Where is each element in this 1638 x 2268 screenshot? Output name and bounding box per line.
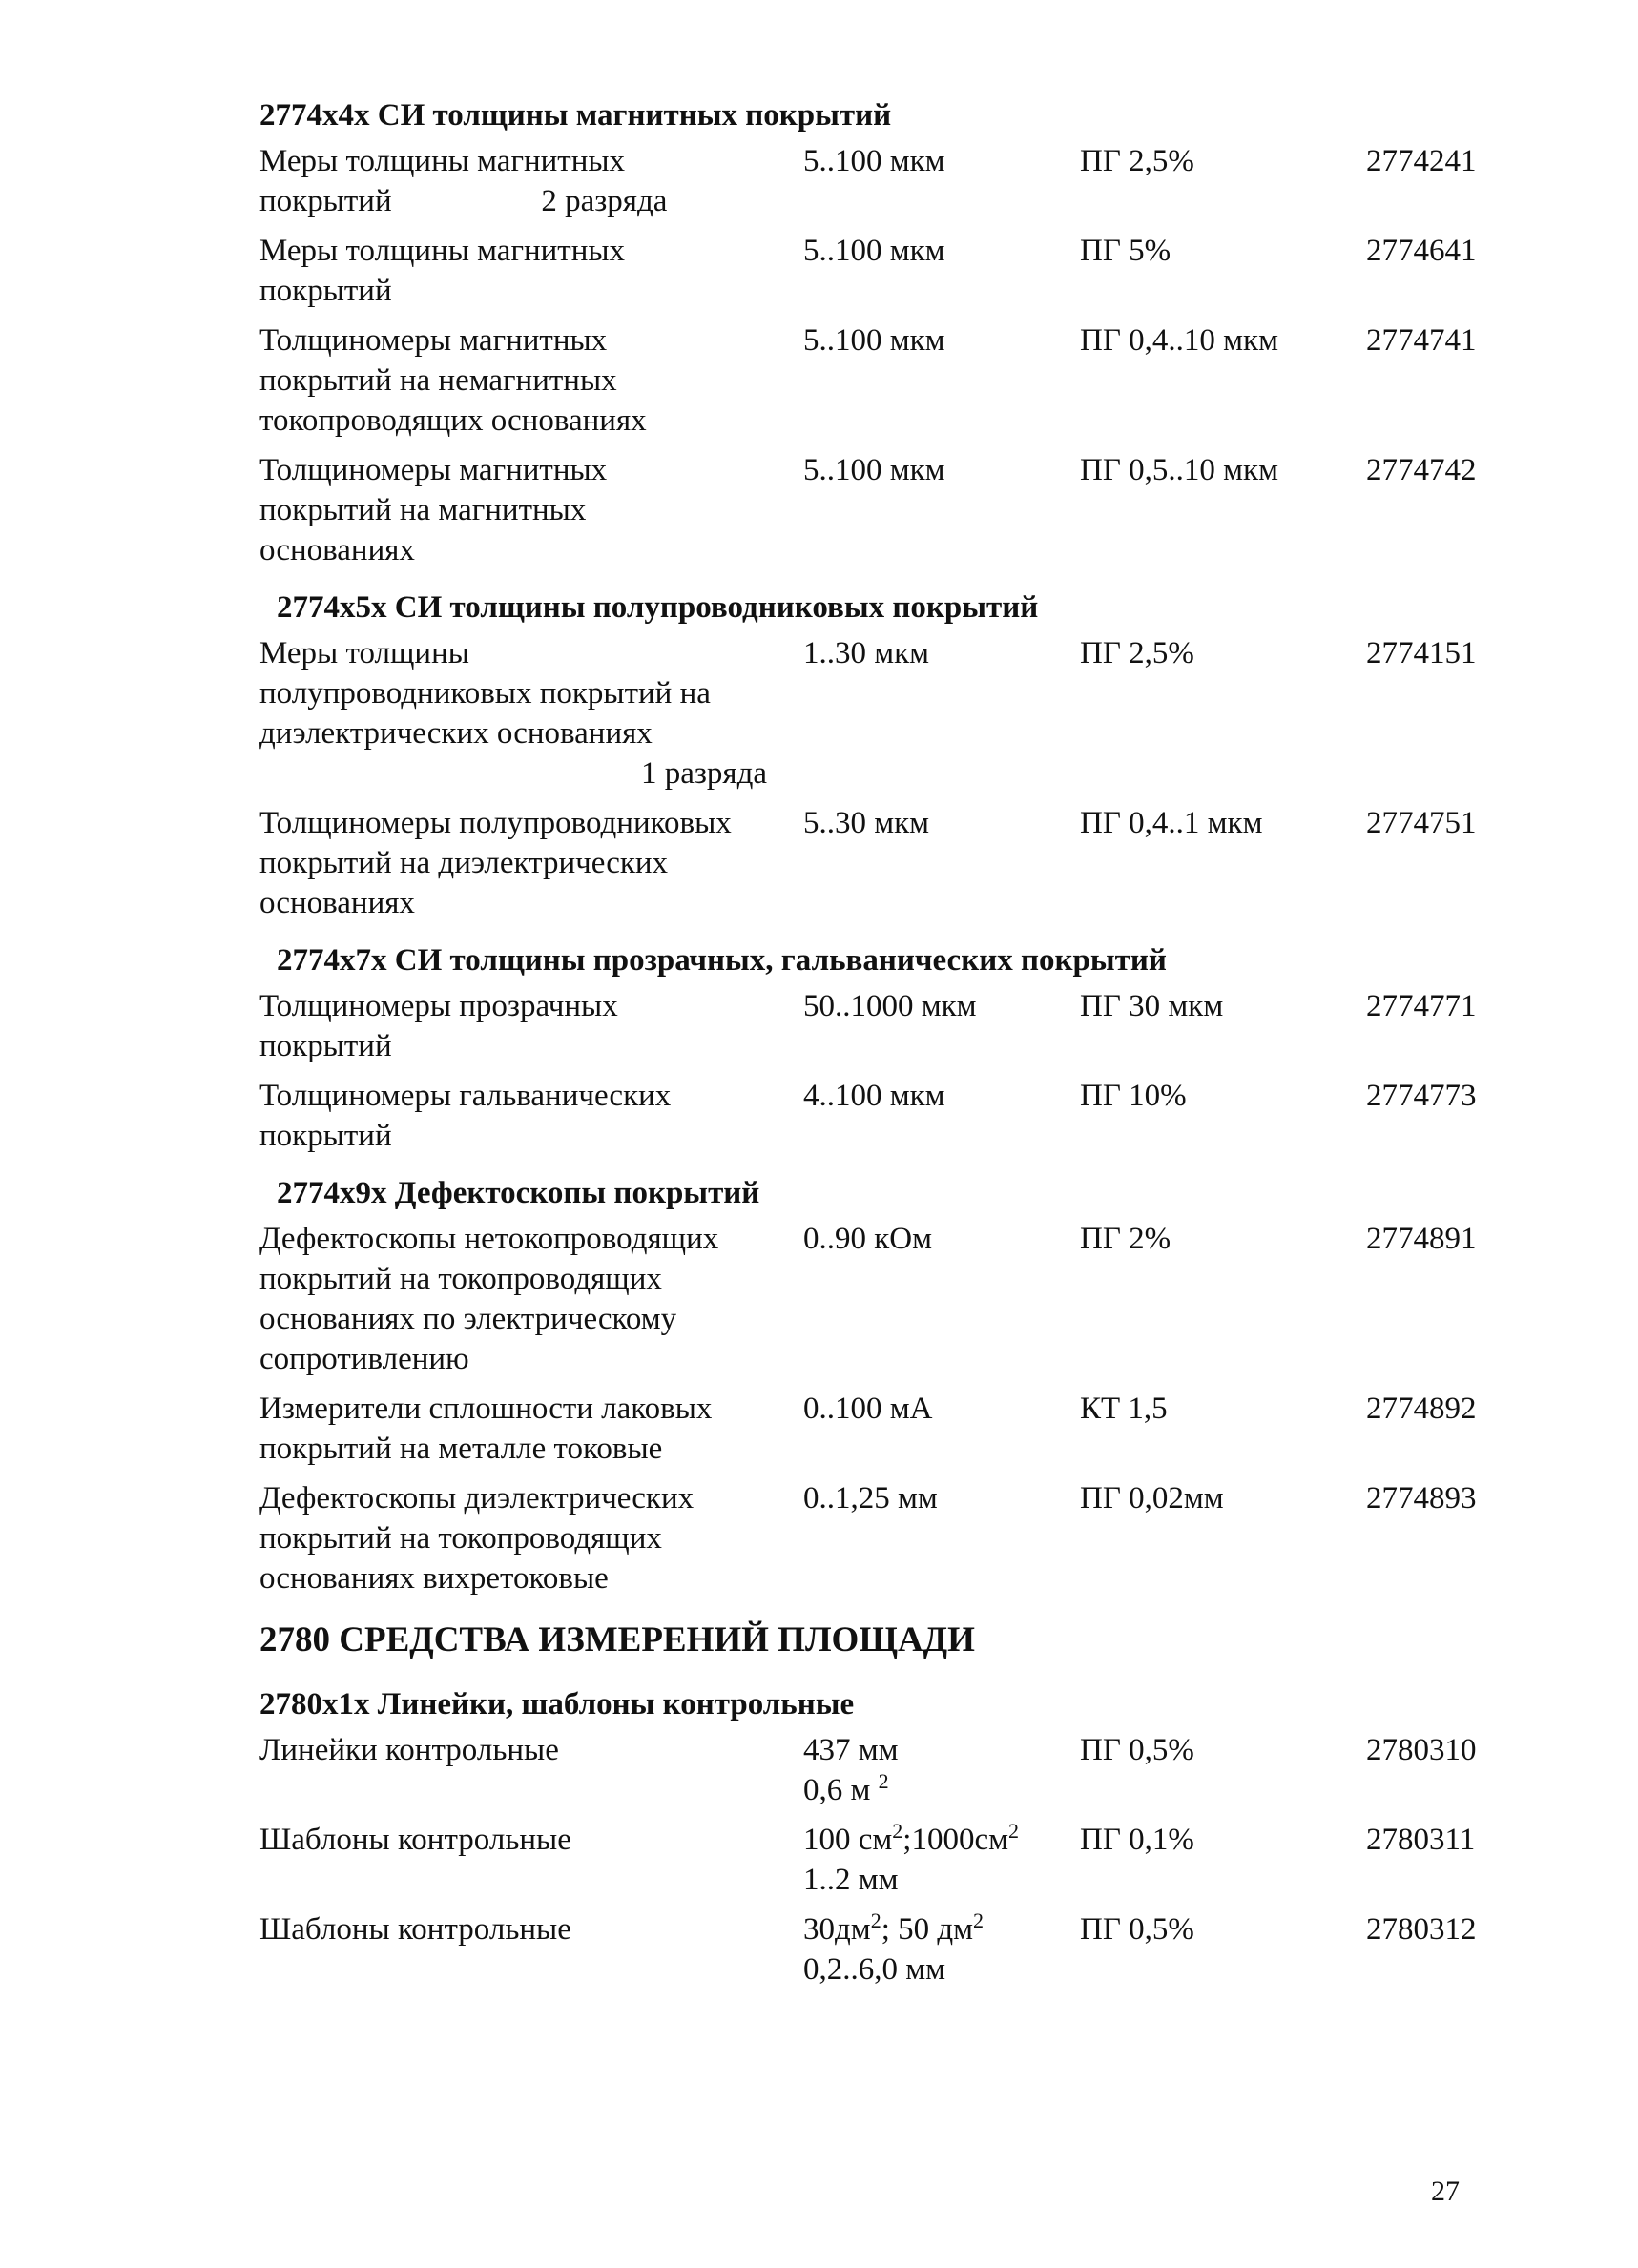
section-heading: 2774х7х СИ толщины прозрачных, гальванических покрытий — [277, 943, 1167, 978]
item-name-line: покрытий на немагнитных — [259, 363, 617, 398]
range-text: 30дм — [803, 1912, 871, 1947]
range-text: ;1000см — [902, 1823, 1008, 1857]
group-heading: 2780 СРЕДСТВА ИЗМЕРЕНИЙ ПЛОЩАДИ — [259, 1620, 975, 1660]
item-code: 2780310 — [1366, 1733, 1477, 1767]
table-row — [259, 986, 1500, 1066]
item-accuracy: ПГ 10% — [1080, 1079, 1187, 1113]
range-line: 437 мм — [803, 1733, 899, 1767]
item-range: 1..30 мкм — [803, 636, 930, 670]
item-name — [259, 320, 803, 441]
range-text: 0,6 м — [803, 1773, 871, 1807]
item-range: 4..100 мкм — [803, 1079, 945, 1113]
item-name-line: Меры толщины — [259, 636, 469, 670]
item-name — [259, 633, 803, 794]
item-name-line: покрытий на металле токовые — [259, 1432, 663, 1466]
item-accuracy: ПГ 30 мкм — [1080, 989, 1224, 1023]
item-name-line: Толщиномеры магнитных — [259, 323, 608, 358]
item-range: 5..30 мкм — [803, 806, 930, 840]
item-name — [259, 1478, 803, 1598]
section-heading: 2774х5х СИ толщины полупроводниковых покрытий — [277, 590, 1039, 625]
item-range: 5..100 мкм — [803, 323, 945, 358]
item-name: Шаблоны контрольные — [259, 1823, 571, 1857]
table-row — [259, 633, 1500, 794]
item-name-line: Дефектоскопы нетокопроводящих — [259, 1222, 719, 1256]
item-range: 5..100 мкм — [803, 144, 945, 178]
range-text: 100 см — [803, 1823, 893, 1857]
item-name-line: сопротивлению — [259, 1342, 469, 1376]
item-accuracy: ПГ 2,5% — [1080, 144, 1194, 178]
item-name-line: токопроводящих основаниях — [259, 403, 647, 438]
item-name-line: покрытий 2 разряда — [259, 184, 668, 218]
range-superscript: 2 — [892, 1819, 903, 1843]
table-row — [259, 1909, 1500, 1990]
item-code: 2774241 — [1366, 144, 1477, 178]
item-accuracy: ПГ 0,5% — [1080, 1912, 1194, 1947]
section-area-templates — [259, 1684, 1500, 1990]
item-name-line: покрытий на токопроводящих — [259, 1262, 662, 1296]
section-magnetic — [259, 95, 1500, 570]
item-name: Шаблоны контрольные — [259, 1912, 571, 1947]
section-heading: 2774х9х Дефектоскопы покрытий — [277, 1176, 760, 1210]
item-code: 2774773 — [1366, 1079, 1477, 1113]
item-name — [259, 1219, 803, 1379]
item-name-line: Толщиномеры полупроводниковых — [259, 806, 732, 840]
range-line: 1..2 мм — [803, 1863, 899, 1897]
item-name — [259, 231, 803, 311]
item-name-line: покрытий на магнитных — [259, 493, 587, 527]
range-line — [803, 1820, 1080, 1860]
table-row — [259, 1820, 1500, 1900]
item-name-line: Меры толщины магнитных — [259, 234, 626, 268]
item-name — [259, 803, 803, 923]
item-name — [259, 1076, 803, 1156]
item-name-line: Толщиномеры гальванических — [259, 1079, 672, 1113]
item-code: 2774892 — [1366, 1392, 1477, 1426]
item-accuracy: ПГ 0,02мм — [1080, 1481, 1224, 1515]
item-code: 2774893 — [1366, 1481, 1477, 1515]
item-name-line: Толщиномеры прозрачных — [259, 989, 618, 1023]
item-accuracy: ПГ 5% — [1080, 234, 1171, 268]
page-number: 27 — [1431, 2175, 1460, 2207]
item-code: 2774891 — [1366, 1222, 1477, 1256]
item-name-line: основаниях вихретоковые — [259, 1561, 609, 1596]
table-row — [259, 1389, 1500, 1469]
item-name-line: покрытий на диэлектрических — [259, 846, 669, 880]
section-heading: 2774х4х СИ толщины магнитных покрытий — [259, 98, 892, 133]
section-semiconductor — [259, 588, 1500, 923]
item-code: 2774741 — [1366, 323, 1477, 358]
item-accuracy: ПГ 0,1% — [1080, 1823, 1194, 1857]
item-name — [259, 141, 803, 221]
item-range: 0..90 кОм — [803, 1222, 932, 1256]
table-row — [259, 1730, 1500, 1810]
item-name-line: 1 разряда — [641, 756, 768, 791]
range-line — [803, 1909, 1080, 1949]
item-accuracy: ПГ 0,5..10 мкм — [1080, 453, 1278, 487]
item-code: 2774151 — [1366, 636, 1477, 670]
item-name-line: Измерители сплошности лаковых — [259, 1392, 713, 1426]
table-row — [259, 320, 1500, 441]
item-range: 0..100 мА — [803, 1392, 933, 1426]
item-name-line: основаниях — [259, 533, 415, 567]
item-range: 5..100 мкм — [803, 453, 945, 487]
table-row — [259, 231, 1500, 311]
item-code: 2774771 — [1366, 989, 1477, 1023]
section-heading: 2780х1х Линейки, шаблоны контрольные — [259, 1687, 855, 1722]
item-name-line: Меры толщины магнитных — [259, 144, 626, 178]
item-code: 2780311 — [1366, 1823, 1476, 1857]
table-row — [259, 803, 1500, 923]
item-name-line: покрытий на токопроводящих — [259, 1521, 662, 1556]
range-text: ; 50 дм — [881, 1912, 974, 1947]
item-accuracy: ПГ 0,5% — [1080, 1733, 1194, 1767]
item-accuracy: КТ 1,5 — [1080, 1392, 1168, 1426]
table-row — [259, 1478, 1500, 1598]
item-code: 2780312 — [1366, 1912, 1477, 1947]
item-name — [259, 1389, 803, 1469]
range-line: 0,2..6,0 мм — [803, 1952, 946, 1987]
item-range — [803, 1730, 1080, 1810]
item-name — [259, 986, 803, 1066]
item-range: 0..1,25 мм — [803, 1481, 938, 1515]
item-name-line: диэлектрических основаниях — [259, 716, 653, 751]
section-flaw-detectors — [259, 1173, 1500, 1598]
table-row — [259, 450, 1500, 570]
item-range: 5..100 мкм — [803, 234, 945, 268]
item-accuracy: ПГ 0,4..1 мкм — [1080, 806, 1263, 840]
item-name-line: Дефектоскопы диэлектрических — [259, 1481, 695, 1515]
item-accuracy: ПГ 2,5% — [1080, 636, 1194, 670]
item-name-line: покрытий — [259, 1119, 392, 1153]
item-range — [803, 1909, 1080, 1990]
page-content — [259, 95, 1500, 2007]
item-code: 2774641 — [1366, 234, 1477, 268]
item-name-line: покрытий — [259, 1029, 392, 1063]
item-name: Линейки контрольные — [259, 1733, 559, 1767]
range-superscript: 2 — [1007, 1819, 1019, 1843]
item-accuracy: ПГ 0,4..10 мкм — [1080, 323, 1278, 358]
item-range: 50..1000 мкм — [803, 989, 977, 1023]
range-superscript: 2 — [878, 1769, 889, 1793]
item-name-line: полупроводниковых покрытий на — [259, 676, 711, 711]
range-line — [803, 1770, 1080, 1810]
item-accuracy: ПГ 2% — [1080, 1222, 1171, 1256]
table-row — [259, 1076, 1500, 1156]
section-transparent-galvanic — [259, 940, 1500, 1156]
item-name — [259, 450, 803, 570]
range-superscript: 2 — [870, 1908, 881, 1932]
range-superscript: 2 — [973, 1908, 985, 1932]
table-row — [259, 141, 1500, 221]
item-name-line: Толщиномеры магнитных — [259, 453, 608, 487]
item-name-line: покрытий — [259, 274, 392, 308]
item-code: 2774742 — [1366, 453, 1477, 487]
table-row — [259, 1219, 1500, 1379]
item-code: 2774751 — [1366, 806, 1477, 840]
item-range — [803, 1820, 1080, 1900]
item-name-line: основаниях по электрическому — [259, 1302, 677, 1336]
item-name-line: основаниях — [259, 886, 415, 920]
